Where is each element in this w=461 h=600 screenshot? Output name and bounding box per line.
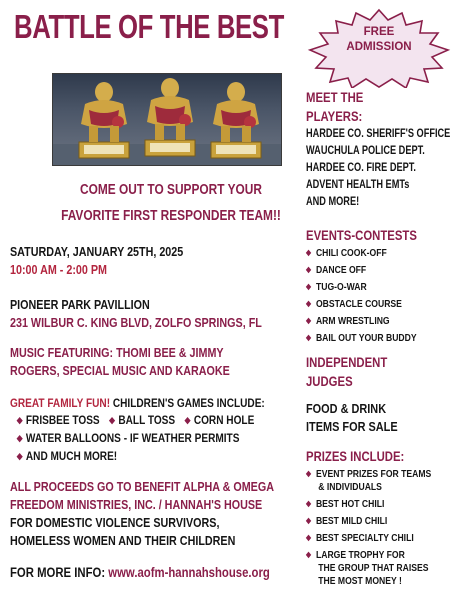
trophy-right xyxy=(211,82,261,158)
flyer-title: BATTLE OF THE BEST xyxy=(14,8,284,45)
trophies-photo xyxy=(52,73,282,166)
prize-item: ◆ LARGE TROPHY FOR xyxy=(306,549,405,561)
diamond-bullet-icon: ◆ xyxy=(306,469,312,478)
game-corn-hole: CORN HOLE xyxy=(193,413,255,427)
players-heading-1: MEET THE xyxy=(306,90,364,105)
prize-item: ◆ BEST HOT CHILI xyxy=(306,498,385,510)
badge-text xyxy=(306,25,452,55)
judges-line-2: JUDGES xyxy=(306,374,353,389)
game-frisbee: FRISBEE TOSS xyxy=(25,413,100,427)
prizes-section xyxy=(306,447,456,588)
music-line-1: MUSIC FEATURING: THOMI BEE & JIMMY xyxy=(10,345,224,360)
diamond-bullet-icon: ◆ xyxy=(306,299,312,308)
player-item: ADVENT HEALTH EMTs xyxy=(306,179,410,191)
food-line-2: ITEMS FOR SALE xyxy=(306,419,398,434)
proceeds-line-4: HOMELESS WOMEN AND THEIR CHILDREN xyxy=(10,533,236,548)
music-info xyxy=(10,344,272,380)
judges-line-1: INDEPENDENT xyxy=(306,355,388,370)
food-section xyxy=(306,400,456,436)
support-line-1: COME OUT TO SUPPORT YOUR xyxy=(80,182,262,198)
prize-item-cont: THE MOST MONEY ! xyxy=(318,575,402,587)
prize-item: ◆ BEST MILD CHILI xyxy=(306,515,388,527)
music-line-2: ROGERS, SPECIAL MUSIC AND KARAOKE xyxy=(10,363,230,378)
diamond-bullet-icon: ◆ xyxy=(306,248,312,257)
proceeds-line-3: FOR DOMESTIC VIOLENCE SURVIVORS, xyxy=(10,515,220,530)
diamond-bullet-icon: ◆ xyxy=(306,516,312,525)
proceeds-info xyxy=(10,478,324,550)
website-url: www.aofm-hannahshouse.org xyxy=(108,565,270,580)
game-ball-toss: BALL TOSS xyxy=(118,413,176,427)
judges-section xyxy=(306,353,456,391)
players-heading-2: PLAYERS: xyxy=(306,109,363,124)
family-games-row-1 xyxy=(10,412,265,430)
event-location xyxy=(10,296,310,332)
events-heading: EVENTS-CONTESTS xyxy=(306,228,417,243)
game-more: AND MUCH MORE! xyxy=(25,449,118,463)
diamond-bullet-icon: ◆ xyxy=(16,451,23,461)
prize-item: ◆ BEST SPECIALTY CHILI xyxy=(306,532,414,544)
proceeds-line-2: FREEDOM MINISTRIES, INC. / HANNAH'S HOUSE xyxy=(10,497,263,512)
diamond-bullet-icon: ◆ xyxy=(306,499,312,508)
support-tagline xyxy=(16,177,326,229)
more-info-line xyxy=(10,564,270,582)
diamond-bullet-icon: ◆ xyxy=(16,415,23,425)
diamond-bullet-icon: ◆ xyxy=(306,333,312,342)
player-item: AND MORE! xyxy=(306,196,360,208)
family-lead: GREAT FAMILY FUN! xyxy=(10,396,111,410)
diamond-bullet-icon: ◆ xyxy=(306,550,312,559)
event-date: SATURDAY, JANUARY 25TH, 2025 xyxy=(10,244,184,259)
player-item: WAUCHULA POLICE DEPT. xyxy=(306,145,425,157)
location-name: PIONEER PARK PAVILLION xyxy=(10,297,150,312)
more-info-label: FOR MORE INFO: xyxy=(10,565,106,580)
badge-line-admission: ADMISSION xyxy=(346,41,412,53)
event-time: 10:00 AM - 2:00 PM xyxy=(10,262,107,277)
trophies-illustration xyxy=(53,74,282,166)
support-line-2: FAVORITE FIRST RESPONDER TEAM!! xyxy=(61,208,281,224)
event-item: ◆ TUG-O-WAR xyxy=(306,281,367,293)
event-item: ◆ DANCE OFF xyxy=(306,264,367,276)
event-item: ◆ CHILI COOK-OFF xyxy=(306,247,387,259)
trophy-left xyxy=(79,82,129,158)
family-fun xyxy=(10,394,313,466)
event-item: ◆ OBSTACLE COURSE xyxy=(306,298,402,310)
event-item: ◆ ARM WRESTLING xyxy=(306,315,390,327)
diamond-bullet-icon: ◆ xyxy=(306,282,312,291)
players-section xyxy=(306,88,456,211)
family-games-row-3 xyxy=(10,448,265,466)
location-address: 231 WILBUR C. KING BLVD, ZOLFO SPRINGS, FL xyxy=(10,315,262,330)
proceeds-line-1: ALL PROCEEDS GO TO BENEFIT ALPHA & OMEGA xyxy=(10,479,274,494)
player-item: HARDEE CO. SHERIFF'S OFFICE xyxy=(306,128,451,140)
prize-item-cont: THE GROUP THAT RAISES xyxy=(318,562,429,574)
family-lead-rest: CHILDREN'S GAMES INCLUDE: xyxy=(110,396,265,410)
trophy-center xyxy=(145,78,195,156)
diamond-bullet-icon: ◆ xyxy=(306,316,312,325)
diamond-bullet-icon: ◆ xyxy=(16,433,23,443)
family-games-row-2 xyxy=(10,430,265,448)
more-info xyxy=(10,564,319,582)
diamond-bullet-icon: ◆ xyxy=(306,533,312,542)
diamond-bullet-icon: ◆ xyxy=(306,265,312,274)
player-item: HARDEE CO. FIRE DEPT. xyxy=(306,162,416,174)
diamond-bullet-icon: ◆ xyxy=(184,415,191,425)
events-section xyxy=(306,226,456,347)
badge-line-free: FREE xyxy=(363,26,395,38)
event-item: ◆ BAIL OUT YOUR BUDDY xyxy=(306,332,417,344)
prize-item-cont: & INDIVIDUALS xyxy=(318,481,382,493)
food-line-1: FOOD & DRINK xyxy=(306,401,387,416)
prizes-heading: PRIZES INCLUDE: xyxy=(306,449,405,464)
diamond-bullet-icon: ◆ xyxy=(109,415,115,425)
game-water-balloons: WATER BALLOONS - IF WEATHER PERMITS xyxy=(25,431,240,445)
event-datetime xyxy=(10,243,216,279)
family-heading xyxy=(10,394,265,412)
prize-item: ◆ EVENT PRIZES FOR TEAMS xyxy=(306,468,432,480)
